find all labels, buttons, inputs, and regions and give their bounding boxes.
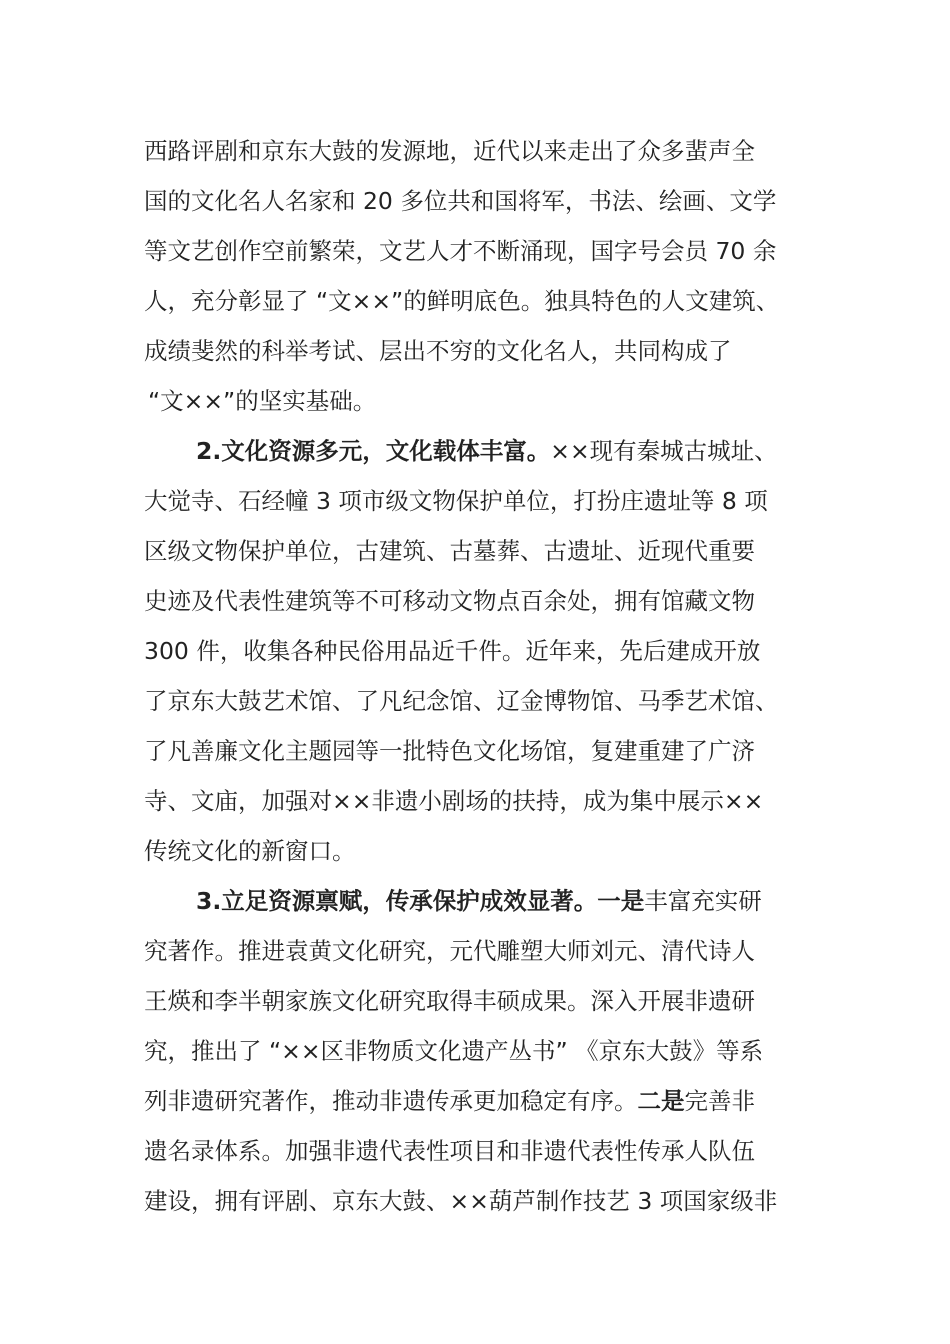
paragraph-2-heading: 2.文化资源多元，文化载体丰富。 — [196, 437, 551, 465]
paragraph-3-line-2: 究著作。推进袁黄文化研究，元代雕塑大师刘元、清代诗人 — [144, 937, 755, 965]
paragraph-3-line-5-text: 列非遗研究著作，推动非遗传承更加稳定有序。 — [144, 1087, 638, 1115]
paragraph-3-lead-2: 二是 — [637, 1087, 685, 1115]
paragraph-1-line-1: 西路评剧和京东大鼓的发源地，近代以来走出了众多蜚声全 — [144, 137, 755, 165]
paragraph-2-line-1 — [196, 431, 814, 471]
paragraph-3-line-4: 究，推出了 “××区非物质文化遗产丛书” 《京东大鼓》等系 — [144, 1037, 764, 1065]
paragraph-2-line-8: 寺、文庙，加强对××非遗小剧场的扶持，成为集中展示×× — [144, 787, 764, 815]
paragraph-2-line-7: 了凡善廉文化主题园等一批特色文化场馆，复建重建了广济 — [144, 737, 755, 765]
paragraph-3-line-5-rest: 完善非 — [684, 1087, 755, 1115]
paragraph-3-heading: 3.立足资源禀赋，传承保护成效显著。 — [196, 887, 598, 915]
paragraph-1-line-6: “文××”的坚实基础。 — [148, 387, 377, 415]
paragraph-2-line-1-rest: ××现有秦城古城址、 — [550, 437, 778, 465]
paragraph-1-line-3: 等文艺创作空前繁荣，文艺人才不断涌现，国字号会员 70 余 — [144, 237, 777, 265]
paragraph-3-line-3: 王煐和李半朝家族文化研究取得丰硕成果。深入开展非遗研 — [144, 987, 755, 1015]
paragraph-1-line-5: 成绩斐然的科举考试、层出不穷的文化名人，共同构成了 — [144, 337, 732, 365]
paragraph-3-line-1-rest: 丰富充实研 — [644, 887, 762, 915]
paragraph-2-line-3: 区级文物保护单位，古建筑、古墓葬、古遗址、近现代重要 — [144, 537, 755, 565]
paragraph-1-line-4: 人，充分彰显了 “文××”的鲜明底色。独具特色的人文建筑、 — [144, 287, 780, 315]
paragraph-2-line-4: 史迹及代表性建筑等不可移动文物点百余处，拥有馆藏文物 — [144, 587, 755, 615]
paragraph-3-line-1 — [196, 881, 814, 921]
paragraph-3-line-5 — [144, 1081, 814, 1121]
paragraph-2-line-2: 大觉寺、石经幢 3 项市级文物保护单位，打扮庄遗址等 8 项 — [144, 487, 768, 515]
paragraph-3-line-6: 遗名录体系。加强非遗代表性项目和非遗代表性传承人队伍 — [144, 1137, 755, 1165]
paragraph-3-line-7: 建设，拥有评剧、京东大鼓、××葫芦制作技艺 3 项国家级非 — [144, 1187, 778, 1215]
paragraph-2-line-6: 了京东大鼓艺术馆、了凡纪念馆、辽金博物馆、马季艺术馆、 — [144, 687, 779, 715]
paragraph-2-line-5: 300 件，收集各种民俗用品近千件。近年来，先后建成开放 — [144, 637, 761, 665]
paragraph-2-line-9: 传统文化的新窗口。 — [144, 837, 356, 865]
paragraph-1-line-2: 国的文化名人名家和 20 多位共和国将军，书法、绘画、文学 — [144, 187, 777, 215]
paragraph-3-lead-1: 一是 — [597, 887, 645, 915]
